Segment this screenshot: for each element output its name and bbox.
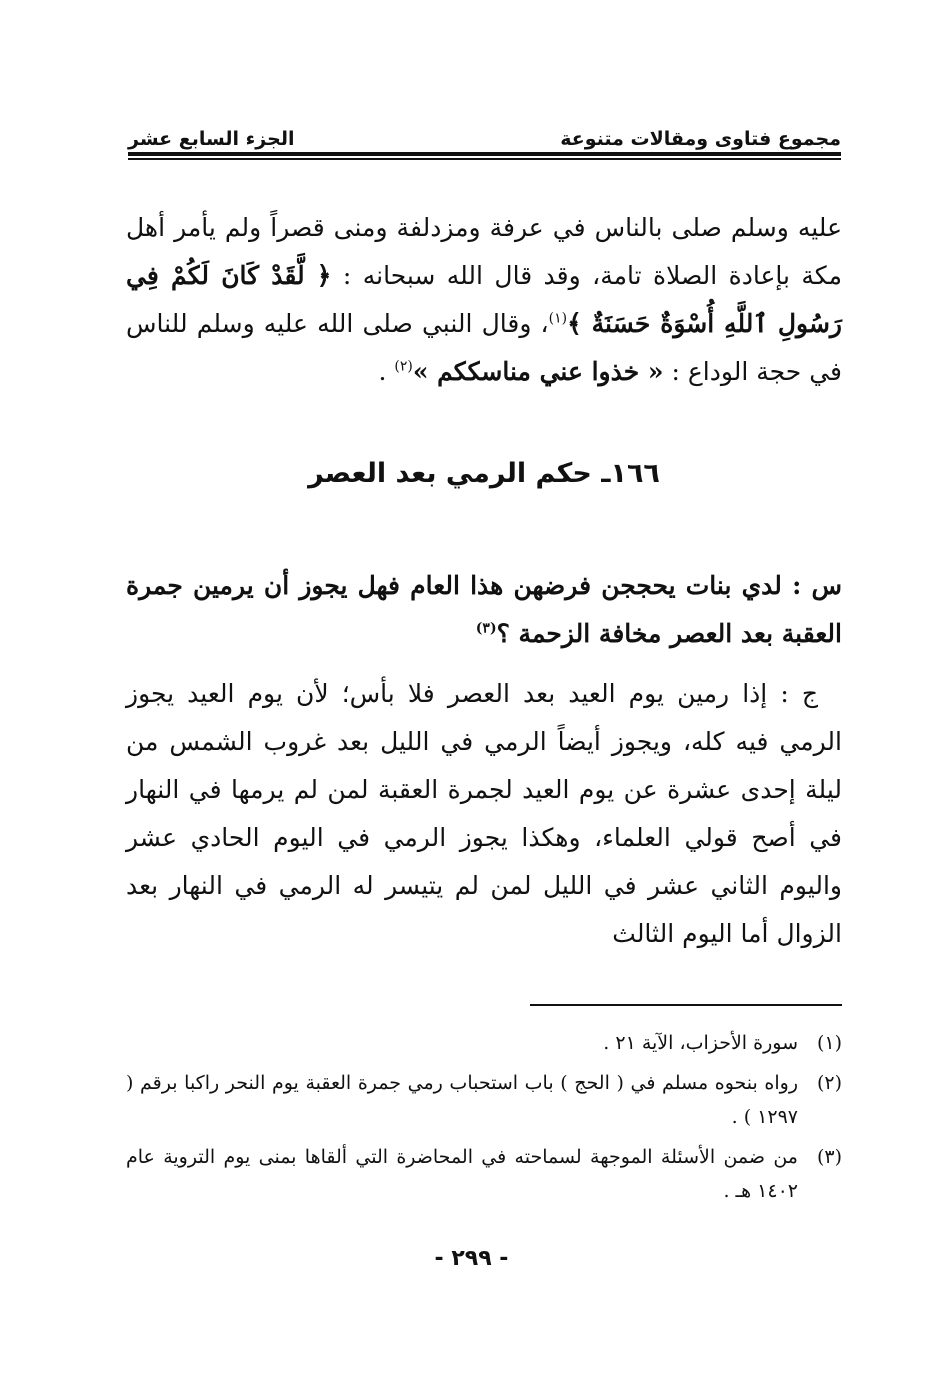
page-number: - ٢٩٩ - (434, 1246, 509, 1271)
question-text: لدي بنات يحججن فرضهن هذا العام فهل يجوز أن يرمين جمرة العقبة بعد العصر مخافة الزحمة ؟ (126, 571, 842, 648)
footnote-text: رواه بنحوه مسلم في ( الحج ) باب استحباب رمي جمرة العقبة يوم النحر راكبا برقم ( ١٢٩٧ ) . (126, 1072, 798, 1128)
footnote-separator (530, 1004, 842, 1006)
answer-text: إذا رمين يوم العيد بعد العصر فلا بأس؛ لأن يوم العيد يجوز الرمي فيه كله، ويجوز أيضاً الرمي في الليل بعد غروب الشمس من ليلة إحدى عشرة عن يوم العيد لجمرة العقبة لمن لم يرمها في النهار في أصح قولي العلماء، وهكذا يجوز الرمي في اليوم الحادي عشر واليوم الثاني عشر في الليل لمن لم يتيسر له الرمي في النهار بعد الزوال أما اليوم الثالث (126, 679, 842, 948)
answer-block (126, 670, 842, 958)
question-label: س : (781, 571, 842, 600)
footnote-number: (٢) (816, 1072, 842, 1094)
running-header (128, 118, 841, 150)
footnote-item (126, 1140, 842, 1208)
footnote-ref-2: (٢) (394, 358, 413, 375)
paragraph-text-a: عليه وسلم صلى بالناس في عرفة ومزدلفة ومنى قصراً ولم يأمر أهل مكة بإعادة الصلاة تامة، وقد قال الله سبحانه : (126, 213, 843, 290)
header-rule-thick (128, 152, 841, 156)
book-title: مجموع فتاوى ومقالات متنوعة (560, 128, 841, 150)
footnote-ref-1: (١) (548, 310, 568, 327)
header-rule-thin (128, 158, 841, 160)
footnote-number: (١) (816, 1032, 842, 1054)
quran-verse: ﴿ لَّقَدْ كَانَ لَكُمْ فِي رَسُولِ ٱللَّهِ أُسْوَةٌ حَسَنَةٌ ﴾ (126, 261, 842, 338)
question-block (126, 562, 842, 658)
footnotes (126, 1026, 842, 1214)
footnote-text: من ضمن الأسئلة الموجهة لسماحته في المحاضرة التي ألقاها بمنى يوم التروية عام ١٤٠٢ هـ . (126, 1146, 798, 1202)
volume-label: الجزء السابع عشر (128, 128, 295, 150)
footnote-number: (٣) (816, 1146, 842, 1168)
answer-label: ج : (767, 679, 818, 708)
section-title: ١٦٦ـ حكم الرمي بعد العصر (308, 458, 660, 489)
footnote-item (126, 1026, 842, 1060)
paragraph-text-c: . (378, 357, 395, 386)
paragraph-text-b: ، وقال النبي صلى الله عليه وسلم للناس في حجة الوداع : (126, 309, 842, 386)
footnote-ref-3: (٣) (475, 620, 497, 637)
footnote-item (126, 1066, 842, 1134)
hadith-quote: « خذوا عني مناسككم » (412, 357, 664, 386)
footnote-text: سورة الأحزاب، الآية ٢١ . (603, 1032, 798, 1054)
paragraph-continuation (126, 204, 842, 396)
